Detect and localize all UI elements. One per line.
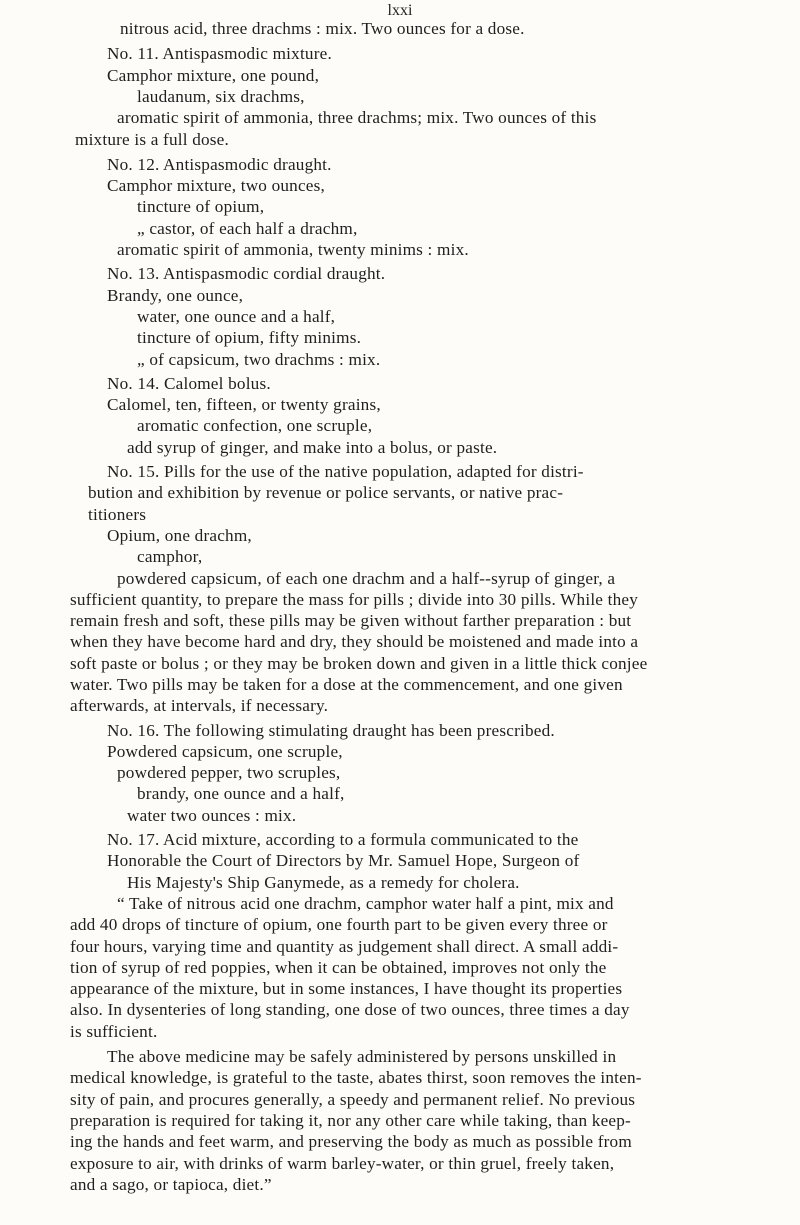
text-line: preparation is required for taking it, nor any other care while taking, than keep-: [70, 1111, 631, 1130]
text-line: No. 16. The following stimulating draught has been prescribed.: [107, 721, 555, 740]
text-line: afterwards, at intervals, if necessary.: [70, 696, 329, 715]
text-line: aromatic spirit of ammonia, three drachms; mix. Two ounces of this: [117, 108, 597, 127]
text-line: No. 14. Calomel bolus.: [107, 374, 271, 393]
text-line: Brandy, one ounce,: [107, 286, 244, 305]
text-line: water, one ounce and a half,: [137, 307, 336, 326]
text-line: Camphor mixture, two ounces,: [107, 176, 326, 195]
text-line: Calomel, ten, fifteen, or twenty grains,: [107, 395, 381, 414]
text-line: is sufficient.: [70, 1022, 158, 1041]
text-line: powdered capsicum, of each one drachm and a half--syrup of ginger, a: [117, 569, 616, 588]
text-line: when they have become hard and dry, they should be moistened and made into a: [70, 632, 639, 651]
text-line: exposure to air, with drinks of warm barley-water, or thin gruel, freely taken,: [70, 1154, 615, 1173]
text-line: ing the hands and feet warm, and preserving the body as much as possible from: [70, 1132, 632, 1151]
text-line: bution and exhibition by revenue or police servants, or native prac-: [88, 483, 564, 502]
text-line: “ Take of nitrous acid one drachm, camphor water half a pint, mix and: [117, 894, 614, 913]
text-line: The above medicine may be safely administered by persons unskilled in: [107, 1047, 617, 1066]
text-line: medical knowledge, is grateful to the taste, abates thirst, soon removes the inten-: [70, 1068, 642, 1087]
text-line: Powdered capsicum, one scruple,: [107, 742, 343, 761]
text-line: water. Two pills may be taken for a dose at the commencement, and one given: [70, 675, 623, 694]
text-line: sity of pain, and procures generally, a speedy and permanent relief. No previous: [70, 1090, 636, 1109]
text-line: sufficient quantity, to prepare the mass for pills ; divide into 30 pills. While they: [70, 590, 639, 609]
text-line: titioners: [88, 505, 147, 524]
text-line: No. 12. Antispasmodic draught.: [107, 155, 332, 174]
text-line: soft paste or bolus ; or they may be broken down and given in a little thick conjee: [70, 654, 648, 673]
text-line: remain fresh and soft, these pills may be given without farther preparation : but: [70, 611, 632, 630]
text-line: appearance of the mixture, but in some instances, I have thought its properties: [70, 979, 623, 998]
text-line: mixture is a full dose.: [75, 130, 230, 149]
text-line: laudanum, six drachms,: [137, 87, 305, 106]
text-line: „ of capsicum, two drachms : mix.: [137, 350, 381, 369]
text-line: aromatic confection, one scruple,: [137, 416, 373, 435]
text-line: brandy, one ounce and a half,: [137, 784, 345, 803]
page-folio: lxxi: [387, 2, 413, 19]
text-line: add syrup of ginger, and make into a bolus, or paste.: [127, 438, 498, 457]
text-line: tincture of opium,: [137, 197, 265, 216]
text-line: four hours, varying time and quantity as judgement shall direct. A small addi-: [70, 937, 619, 956]
text-line: add 40 drops of tincture of opium, one fourth part to be given every three or: [70, 915, 608, 934]
text-line: and a sago, or tapioca, diet.”: [70, 1175, 272, 1194]
text-line: tion of syrup of red poppies, when it can be obtained, improves not only the: [70, 958, 607, 977]
text-line: His Majesty's Ship Ganymede, as a remedy for cholera.: [127, 873, 520, 892]
text-line: tincture of opium, fifty minims.: [137, 328, 362, 347]
text-line: Opium, one drachm,: [107, 526, 252, 545]
text-line: nitrous acid, three drachms : mix. Two ounces for a dose.: [120, 19, 525, 38]
text-line: No. 17. Acid mixture, according to a formula communicated to the: [107, 830, 579, 849]
text-line: No. 13. Antispasmodic cordial draught.: [107, 264, 386, 283]
text-line: water two ounces : mix.: [127, 806, 297, 825]
text-line: No. 11. Antispasmodic mixture.: [107, 44, 332, 63]
text-line: also. In dysenteries of long standing, one dose of two ounces, three times a day: [70, 1000, 630, 1019]
text-line: powdered pepper, two scruples,: [117, 763, 341, 782]
text-line: Honorable the Court of Directors by Mr. Samuel Hope, Surgeon of: [107, 851, 580, 870]
text-line: „ castor, of each half a drachm,: [137, 219, 358, 238]
text-line: No. 15. Pills for the use of the native population, adapted for distri-: [107, 462, 584, 481]
text-line: Camphor mixture, one pound,: [107, 66, 320, 85]
text-line: camphor,: [137, 547, 203, 566]
text-line: aromatic spirit of ammonia, twenty minims : mix.: [117, 240, 469, 259]
